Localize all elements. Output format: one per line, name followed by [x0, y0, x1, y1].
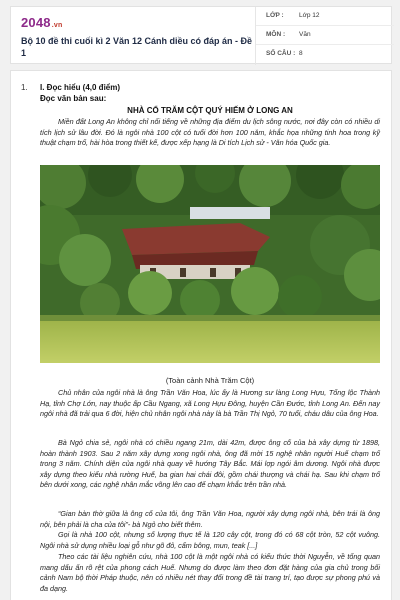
sub-title: Đọc văn bản sau:	[40, 94, 107, 103]
meta-label: LỚP :	[266, 12, 284, 19]
paragraph: Theo các tài liệu nghiên cứu, nhà 100 cột là một ngôi nhà có kiểu thức thời Nguyễn, về tổng quan mang dấu ấn rõ rệt của phong cách Huế. Nhưng do được làm theo đơn đặt hàng của gia chủ trong bối cảnh Nam bộ thời Pháp thuộc, nên có nhiều nét thay đổi trong đề tài trang trí, tạo được sự phong phú và đa dạng.	[40, 552, 380, 593]
question-card	[10, 70, 392, 600]
house-photo-illustration	[40, 165, 380, 363]
meta-label: MÔN :	[266, 31, 286, 38]
site-logo[interactable]: 2048.vn	[21, 15, 63, 30]
paragraph: Miền đất Long An không chỉ nổi tiếng về những địa điểm du lịch sông nước, nơi đây còn có nhiều di tích lịch sử lâu đời. Đó là ngôi nhà 100 cột có tuổi đời hơn 100 năm, khắc họa những tinh hoa trong kỹ thuật chạm trổ, hài hòa trong thiết kế, được xếp hạng là Di tích Lịch sử - Văn hóa Quốc gia.	[40, 117, 380, 148]
meta-row-class	[256, 7, 394, 26]
meta-row-count	[256, 45, 394, 64]
photo-caption: (Toàn cảnh Nhà Trăm Cột)	[165, 376, 255, 385]
meta-value: Văn	[299, 31, 311, 38]
paragraph: Gọi là nhà 100 cột, nhưng số lượng thực tế là 120 cây cột, trong đó có 68 cột tròn, 52 cột vuông. Ngôi nhà sử dụng nhiều loại gỗ như gõ đỏ, cẩm bông, mun, teak [...]	[40, 530, 380, 550]
article-title: NHÀ CỔ TRĂM CỘT QUÝ HIẾM Ở LONG AN	[127, 106, 293, 115]
document-title: Bộ 10 đề thi cuối kì 2 Văn 12 Cánh diều có đáp án - Đề 1	[21, 36, 253, 58]
document-header	[10, 6, 392, 64]
meta-row-subject	[256, 26, 394, 45]
house-photo	[40, 165, 380, 363]
section-title: I. Đọc hiểu (4,0 điểm)	[40, 83, 121, 92]
meta-value: Lớp 12	[299, 12, 320, 19]
meta-table	[255, 7, 393, 65]
question-number: 1.	[21, 83, 28, 92]
paragraph: Bà Ngỏ chia sẻ, ngôi nhà có chiều ngang 21m, dài 42m, được ông cố của bà xây dựng từ 1898, hoàn thành 1903. Sau 2 năm xây dựng xong ngôi nhà, ông đã mời 15 nghệ nhân người Huế chạm trổ trong 3 năm. Chính diện của ngôi nhà quay về hướng Tây Bắc. Mái lợp ngói âm dương. Ngôi nhà được xây dựng theo kiểu nhà rường Huế, ba gian hai chái đôi, gồm chái thượng và chái hạ. Sau khi chạm trổ bên dưới xong, các nghệ nhân mắc võng lên cao để chạm khắc trên trần nhà.	[40, 438, 380, 490]
meta-label: SỐ CÂU :	[266, 50, 296, 57]
paragraph: “Gian bàn thờ giữa là ông cố của tôi, ông Trần Văn Hoa, người xây dựng ngôi nhà, bên trái là ông nội, bên phải là cha của tôi”- bà Ngỏ cho biết thêm.	[40, 509, 380, 529]
paragraph: Chủ nhân của ngôi nhà là ông Trần Văn Hoa, lúc ấy là Hương sư làng Long Hựu, Tổng lộc Thành Hạ, tỉnh Chợ Lớn, nay thuộc ấp Cầu Ngang, xã Long Hựu Đông, huyện Cần Đước, tỉnh Long An. Đến nay ngôi nhà đã trải qua 6 đời, hiện chủ nhân ngôi nhà này là bà Trần Thị Ngỏ, 70 tuổi, cháu dâu của ông Hoa.	[40, 388, 380, 419]
meta-value: 8	[299, 50, 303, 57]
